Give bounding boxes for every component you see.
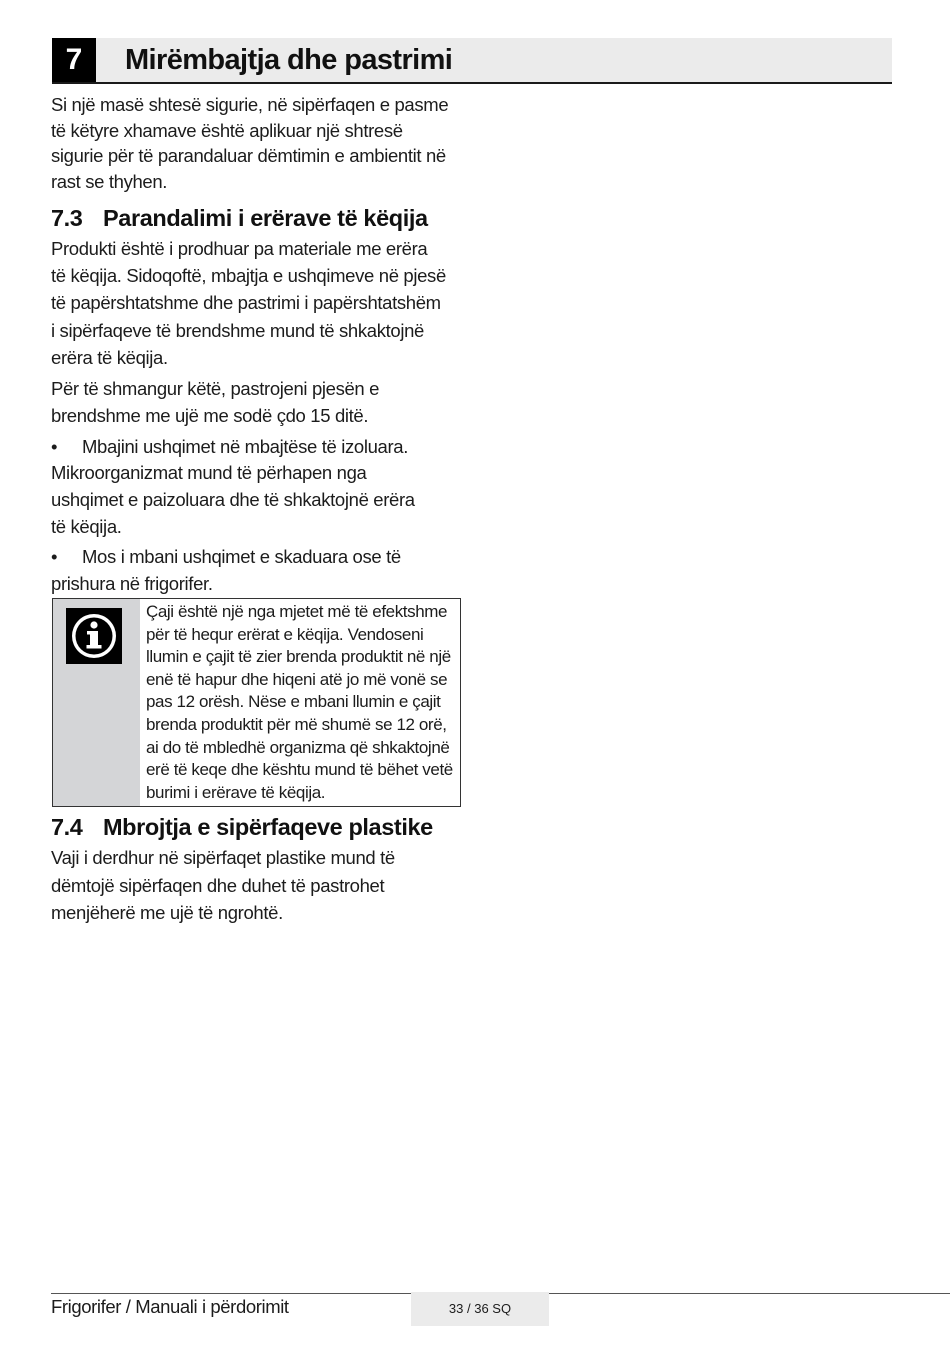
section-7-3-paragraph-1: Produkti është i prodhuar pa materiale me erëra të këqija. Sidoqoftë, mbajtja e ushqimeve në pjesë të papërshtatshme dhe pastrimi i papërshtatshëm i sipërfaqeve të brendshme mund të shkaktojnë erëra të këqija.: [51, 238, 446, 368]
section-7-3-body: [51, 235, 471, 597]
section-7-4-heading: [51, 814, 433, 841]
section-7-4-number: 7.4: [51, 814, 83, 840]
bullet-icon: •: [51, 436, 58, 458]
footer-page-number: 33 / 36 SQ: [411, 1292, 549, 1326]
section-7-4-title: Mbrojtja e sipërfaqeve plastike: [103, 814, 433, 840]
section-7-3-heading: [51, 205, 428, 232]
intro-block: [51, 92, 471, 194]
bullet-2-continuation: prishura në frigorifer.: [51, 572, 213, 594]
section-7-4-body: [51, 844, 471, 927]
bullet-1-continuation: Mikroorganizmat mund të përhapen nga ushqimet e paizoluara dhe të shkaktojnë erëra të këqija.: [51, 462, 415, 538]
info-note-box: [52, 598, 461, 807]
info-icon: [66, 608, 122, 664]
section-7-3-number: 7.3: [51, 205, 83, 231]
section-7-3-paragraph-2: Për të shmangur këtë, pastrojeni pjesën e brendshme me ujë me sodë çdo 15 ditë.: [51, 378, 380, 427]
section-7-4-paragraph-1: Vaji i derdhur në sipërfaqet plastike mund të dëmtojë sipërfaqen dhe duhet të pastrohet menjëherë me ujë të ngrohtë.: [51, 847, 395, 923]
info-note-text: Çaji është një nga mjetet më të efektshme për të hequr erërat e këqija. Vendoseni llumin e çajit të zier brenda produktit në një enë të hapur dhe hiqeni atë jo më vonë se pas 12 orësh. Nëse e mbani llumin e çajit brenda produktit për më shumë se 12 orë, ai do të mbledhë organizma që shkaktojnë erë të keqe dhe kështu mund të bëhet vetë burimi i erërave të këqija.: [146, 602, 453, 802]
chapter-title: Mirëmbajtja dhe pastrimi: [125, 44, 453, 76]
info-note-sidebar: [53, 599, 140, 806]
footer-document-title: Frigorifer / Manuali i përdorimit: [51, 1296, 289, 1317]
bullet-item-1: [51, 433, 471, 540]
chapter-header: [52, 38, 892, 84]
bullet-item-2: [51, 543, 471, 597]
bullet-2-first-line: Mos i mbani ushqimet e skaduara ose të: [82, 545, 401, 567]
section-7-3-title: Parandalimi i erërave të këqija: [103, 205, 428, 231]
intro-paragraph: Si një masë shtesë sigurie, në sipërfaqen e pasme të këtyre xhamave është aplikuar një shtresë sigurie për të parandaluar dëmtimin e ambientit në rast se thyhen.: [51, 94, 449, 192]
bullet-1-first-line: Mbajini ushqimet në mbajtëse të izoluara.: [82, 436, 409, 458]
bullet-icon: •: [51, 545, 58, 567]
chapter-number: 7: [52, 38, 96, 82]
